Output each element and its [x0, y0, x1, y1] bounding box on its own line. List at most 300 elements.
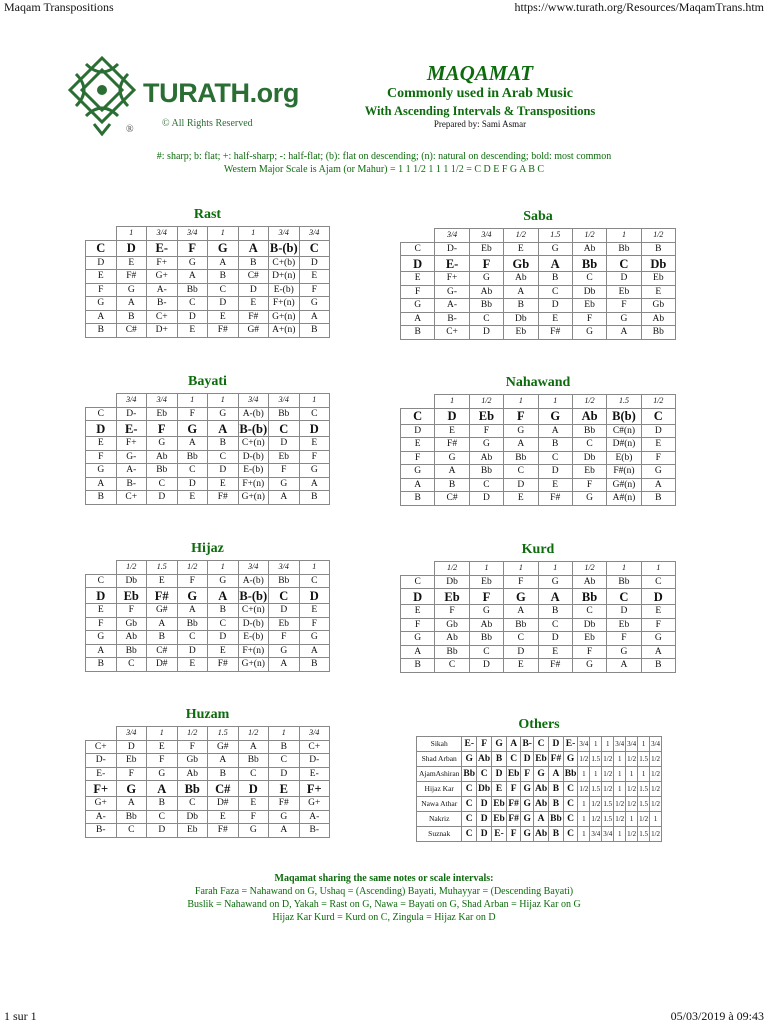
interval-cell: 1: [469, 562, 503, 576]
note-cell: G: [86, 297, 117, 311]
note-cell: F: [177, 740, 208, 754]
note-cell: E: [177, 658, 208, 672]
note-cell: A: [177, 270, 208, 284]
note-cell: D+: [147, 324, 178, 338]
others-interval: 1: [578, 812, 590, 827]
interval-spacer: [86, 394, 117, 408]
note-cell: C: [116, 824, 147, 838]
note-cell: Ab: [469, 451, 503, 465]
transposition-row: [401, 575, 676, 589]
others-note: D: [477, 797, 492, 812]
note-cell: A: [504, 285, 538, 299]
others-note: C: [462, 797, 477, 812]
others-note: C: [533, 737, 548, 752]
others-maqam-name: AjamAshiran: [417, 767, 462, 782]
interval-spacer: [86, 561, 117, 575]
others-note: C: [563, 827, 578, 842]
others-interval: 3/4: [578, 737, 590, 752]
note-cell: C: [177, 464, 208, 478]
note-cell: C: [607, 589, 641, 605]
interval-cell: 1/2: [572, 229, 606, 243]
note-cell: F+(n): [269, 297, 300, 311]
note-cell: A#(n): [607, 492, 641, 506]
transposition-row: [86, 644, 330, 658]
transposition-row: [401, 645, 676, 659]
note-cell: C: [208, 450, 239, 464]
note-cell: G+(n): [238, 491, 269, 505]
interval-cell: 1/2: [641, 395, 675, 409]
note-cell: C: [469, 645, 503, 659]
note-cell: C+(b): [269, 256, 300, 270]
note-cell: E-: [435, 256, 469, 272]
note-cell: G: [641, 632, 675, 646]
note-cell: Bb: [469, 632, 503, 646]
interval-cell: 1: [504, 395, 538, 409]
note-cell: A: [538, 589, 572, 605]
maqam-title: Huzam: [185, 707, 230, 722]
note-cell: B: [147, 797, 178, 811]
registered-mark: ®: [126, 124, 134, 135]
transposition-row: [86, 283, 330, 297]
note-cell: F#: [538, 659, 572, 673]
others-maqam-name: Sikah: [417, 737, 462, 752]
note-cell: F: [177, 240, 208, 256]
interval-row: [86, 561, 330, 575]
note-cell: F#(n): [607, 465, 641, 479]
others-note: E-: [492, 827, 507, 842]
note-cell: C: [208, 617, 239, 631]
note-cell: G: [401, 632, 435, 646]
others-interval: 1/2: [614, 812, 626, 827]
transposition-row: [86, 740, 330, 754]
note-cell: D-: [116, 407, 147, 421]
others-note: D: [549, 737, 564, 752]
note-cell: B-(b): [239, 588, 268, 603]
interval-cell: 3/4: [269, 227, 300, 241]
others-interval: 1/2: [650, 827, 662, 842]
note-cell: G: [435, 451, 469, 465]
note-cell: A-: [299, 810, 330, 824]
note-cell: E: [435, 424, 469, 438]
note-cell: Eb: [469, 408, 503, 424]
note-cell: C: [269, 754, 300, 768]
note-cell: G: [572, 492, 606, 506]
others-note: B: [549, 797, 564, 812]
note-cell: A: [401, 312, 435, 326]
sharing-line: Farah Faza = Nahawand on G, Ushaq = (Ascending) Bayati, Muhayyar = (Descending Bayati): [194, 886, 574, 897]
note-cell: A: [86, 477, 117, 491]
note-cell: F#: [208, 658, 239, 672]
interval-cell: 3/4: [299, 227, 330, 241]
note-cell: G#: [208, 740, 239, 754]
note-cell: A: [504, 438, 538, 452]
note-cell: G: [504, 424, 538, 438]
note-cell: B: [504, 299, 538, 313]
transposition-row: [86, 617, 330, 631]
note-cell: Eb: [607, 618, 641, 632]
transposition-row: [86, 450, 330, 464]
others-note: E: [492, 782, 507, 797]
note-cell: Bb: [116, 810, 147, 824]
note-cell: E: [147, 574, 178, 588]
note-cell: C: [299, 574, 330, 588]
interval-cell: 1: [208, 227, 239, 241]
note-cell: F+(n): [238, 477, 269, 491]
note-cell: C: [572, 605, 606, 619]
interval-cell: 3/4: [238, 561, 269, 575]
interval-cell: 1/2: [572, 562, 606, 576]
note-cell: G: [607, 312, 641, 326]
note-cell: F: [469, 424, 503, 438]
note-cell: B-: [435, 312, 469, 326]
transposition-row: [86, 588, 330, 604]
note-cell: Bb: [607, 575, 641, 589]
note-cell: B: [641, 659, 675, 673]
others-note: Eb: [492, 797, 507, 812]
note-cell: A: [208, 421, 239, 437]
note-cell: G: [641, 465, 675, 479]
note-cell: A-: [116, 464, 147, 478]
note-cell: B-: [116, 477, 147, 491]
note-cell: E: [208, 644, 239, 658]
others-note: Eb: [533, 752, 548, 767]
transposition-row: [401, 632, 676, 646]
note-cell: C: [572, 272, 606, 286]
others-note: F: [506, 782, 521, 797]
note-cell: G: [86, 631, 117, 645]
note-cell: A: [538, 424, 572, 438]
interval-cell: 1/2: [572, 395, 606, 409]
note-cell: E: [401, 438, 435, 452]
note-cell: E: [401, 272, 435, 286]
note-cell: E: [269, 781, 300, 797]
note-cell: B: [401, 326, 435, 340]
note-cell: Bb: [572, 424, 606, 438]
note-cell: Gb: [504, 256, 538, 272]
note-cell: A-: [86, 810, 117, 824]
note-cell: G: [177, 256, 208, 270]
others-interval: 3/4: [626, 737, 638, 752]
note-cell: F: [641, 618, 675, 632]
note-cell: C#: [208, 781, 239, 797]
transposition-row: [401, 438, 676, 452]
transposition-row: [86, 256, 330, 270]
note-cell: Db: [504, 312, 538, 326]
note-cell: C: [177, 797, 208, 811]
note-cell: B: [269, 740, 300, 754]
note-cell: E(b): [607, 451, 641, 465]
note-cell: A-: [435, 299, 469, 313]
others-interval: 1/2: [626, 752, 638, 767]
note-cell: D: [116, 740, 147, 754]
note-cell: F: [177, 407, 208, 421]
note-cell: E: [504, 242, 538, 256]
interval-cell: 1.5: [208, 727, 239, 741]
others-interval: 1/2: [650, 767, 662, 782]
note-cell: G: [538, 242, 572, 256]
note-cell: C#: [116, 324, 147, 338]
note-cell: C+: [435, 326, 469, 340]
others-interval: 1/2: [638, 812, 650, 827]
others-maqam-name: Shad Arban: [417, 752, 462, 767]
note-cell: B: [641, 492, 675, 506]
note-cell: G: [177, 588, 208, 604]
note-cell: D: [86, 588, 117, 604]
note-cell: Eb: [607, 285, 641, 299]
interval-cell: 1: [607, 562, 641, 576]
note-cell: D-: [299, 754, 330, 768]
note-cell: G: [504, 589, 538, 605]
others-interval: 1/2: [602, 767, 614, 782]
note-cell: D-(b): [238, 450, 269, 464]
note-cell: Ab: [504, 272, 538, 286]
note-cell: C: [469, 478, 503, 492]
note-cell: C: [641, 408, 675, 424]
note-cell: D: [299, 421, 330, 437]
note-cell: E-: [86, 767, 117, 781]
others-note: B: [549, 782, 564, 797]
maqam-hijaz: [85, 540, 330, 672]
others-maqam-name: Nakriz: [417, 812, 462, 827]
transposition-row: [86, 491, 330, 505]
note-cell: F: [504, 408, 538, 424]
interval-cell: 1: [269, 727, 300, 741]
note-cell: Eb: [504, 326, 538, 340]
note-cell: F#: [435, 438, 469, 452]
others-row: [417, 752, 662, 767]
transposition-row: [86, 240, 330, 256]
note-cell: C: [504, 632, 538, 646]
note-cell: F: [269, 464, 300, 478]
note-cell: C: [86, 574, 117, 588]
interval-cell: 1.5: [538, 229, 572, 243]
note-cell: E: [238, 297, 269, 311]
note-cell: D: [641, 424, 675, 438]
note-cell: Gb: [435, 618, 469, 632]
note-cell: A: [641, 478, 675, 492]
note-cell: E: [504, 492, 538, 506]
transposition-table: [85, 393, 330, 505]
note-cell: F+(n): [238, 644, 269, 658]
note-cell: E: [208, 810, 239, 824]
main-title: MAQAMAT: [426, 61, 534, 85]
note-cell: D: [86, 421, 117, 437]
note-cell: Ab: [435, 632, 469, 646]
subtitle-intervals: With Ascending Intervals & Transpositions: [364, 104, 596, 118]
note-cell: G: [572, 326, 606, 340]
note-cell: G: [469, 272, 503, 286]
others-note: D: [521, 752, 534, 767]
note-cell: G: [469, 605, 503, 619]
note-cell: F: [86, 450, 117, 464]
note-cell: B: [208, 437, 239, 451]
note-cell: E-: [116, 421, 147, 437]
transposition-row: [86, 477, 330, 491]
others-note: Eb: [492, 812, 507, 827]
note-cell: D: [401, 256, 435, 272]
transposition-row: [401, 659, 676, 673]
note-cell: F: [469, 589, 503, 605]
transposition-row: [86, 437, 330, 451]
note-cell: G#(n): [607, 478, 641, 492]
note-cell: D: [86, 256, 117, 270]
transposition-row: [86, 297, 330, 311]
note-cell: C: [469, 312, 503, 326]
others-interval: 1.5: [602, 797, 614, 812]
note-cell: B: [116, 310, 147, 324]
interval-cell: 1: [208, 561, 239, 575]
note-cell: D: [469, 659, 503, 673]
transposition-row: [401, 424, 676, 438]
note-cell: E: [538, 645, 572, 659]
page-url[interactable]: https://www.turath.org/Resources/MaqamTrans.htm: [514, 0, 764, 14]
note-cell: Bb: [177, 283, 208, 297]
note-cell: A: [299, 310, 330, 324]
others-maqam-name: Nawa Athar: [417, 797, 462, 812]
others-interval: 1: [650, 812, 662, 827]
note-cell: Eb: [572, 632, 606, 646]
others-interval: 1: [578, 797, 590, 812]
note-cell: E: [177, 491, 208, 505]
note-cell: A: [641, 645, 675, 659]
note-cell: A: [435, 465, 469, 479]
note-cell: Bb: [435, 645, 469, 659]
note-cell: G: [177, 421, 208, 437]
others-interval: 1: [602, 737, 614, 752]
note-cell: F: [147, 754, 178, 768]
note-cell: G: [147, 767, 178, 781]
note-cell: F#: [147, 588, 178, 604]
note-cell: Bb: [269, 574, 300, 588]
note-cell: G: [86, 464, 117, 478]
note-cell: C+: [299, 740, 330, 754]
note-cell: C: [86, 407, 117, 421]
transposition-row: [86, 310, 330, 324]
note-cell: G-: [116, 450, 147, 464]
interval-row: [86, 727, 330, 741]
note-cell: B: [299, 324, 330, 338]
others-note: C: [563, 782, 578, 797]
others-note: F#: [506, 797, 521, 812]
others-row: [417, 782, 662, 797]
note-cell: E: [86, 604, 117, 618]
note-cell: F: [401, 618, 435, 632]
note-cell: A: [504, 605, 538, 619]
others-section: [416, 716, 662, 842]
note-cell: F+: [299, 781, 330, 797]
note-cell: B: [538, 605, 572, 619]
others-note: Ab: [533, 782, 548, 797]
note-cell: C: [177, 297, 208, 311]
others-title: Others: [518, 717, 560, 732]
others-note: Eb: [506, 767, 521, 782]
note-cell: D: [177, 644, 208, 658]
others-note: Bb: [563, 767, 578, 782]
others-table: [416, 736, 662, 842]
others-row: [417, 797, 662, 812]
others-note: C: [563, 797, 578, 812]
note-cell: F: [177, 574, 208, 588]
interval-spacer: [401, 562, 435, 576]
note-cell: F: [238, 810, 269, 824]
note-cell: F: [86, 617, 117, 631]
maqam-title: Kurd: [521, 542, 555, 557]
transposition-row: [401, 465, 676, 479]
note-cell: A: [86, 310, 117, 324]
note-cell: F#: [208, 324, 239, 338]
interval-row: [86, 227, 330, 241]
note-cell: B: [401, 492, 435, 506]
others-interval: 1: [626, 767, 638, 782]
others-note: A: [533, 812, 548, 827]
note-cell: A: [269, 491, 300, 505]
note-cell: D: [269, 437, 300, 451]
others-interval: 1/2: [578, 782, 590, 797]
note-cell: B: [299, 658, 330, 672]
others-note: D: [477, 812, 492, 827]
note-cell: E: [116, 256, 147, 270]
transposition-row: [86, 407, 330, 421]
note-cell: D: [269, 604, 300, 618]
note-cell: B: [238, 256, 269, 270]
note-cell: F: [504, 575, 538, 589]
note-cell: Bb: [147, 464, 178, 478]
subtitle: Commonly used in Arab Music: [387, 86, 573, 101]
note-cell: Eb: [435, 589, 469, 605]
transposition-row: [86, 781, 330, 797]
others-interval: 1.5: [638, 827, 650, 842]
transposition-row: [86, 604, 330, 618]
print-datetime: 05/03/2019 à 09:43: [670, 1009, 764, 1023]
author: Prepared by: Sami Asmar: [433, 119, 527, 129]
others-interval: 1: [614, 767, 626, 782]
others-note: Ab: [477, 752, 492, 767]
interval-cell: 3/4: [147, 394, 178, 408]
interval-cell: 3/4: [147, 227, 178, 241]
note-cell: C: [538, 285, 572, 299]
note-cell: D: [538, 632, 572, 646]
others-interval: 1.5: [638, 782, 650, 797]
note-cell: D: [469, 326, 503, 340]
others-interval: 1/2: [602, 752, 614, 767]
note-cell: A: [238, 240, 269, 256]
note-cell: D: [538, 465, 572, 479]
transposition-row: [401, 299, 676, 313]
note-cell: F: [572, 312, 606, 326]
others-interval: 3/4: [614, 737, 626, 752]
note-cell: C+(n): [238, 604, 269, 618]
interval-cell: 1/2: [116, 561, 147, 575]
note-cell: E: [401, 605, 435, 619]
note-cell: D: [401, 589, 435, 605]
note-cell: Eb: [572, 465, 606, 479]
note-cell: Ab: [177, 767, 208, 781]
interval-cell: 1: [538, 395, 572, 409]
note-cell: C+(n): [238, 437, 269, 451]
major-scale-note: Western Major Scale is Ajam (or Mahur) = 1 1 1/2 1 1 1 1/2 = C D E F G A B C: [223, 164, 545, 175]
others-note: Ab: [533, 797, 548, 812]
note-cell: Bb: [177, 450, 208, 464]
note-cell: D#: [147, 658, 178, 672]
others-note: G: [521, 782, 534, 797]
others-note: F: [506, 827, 521, 842]
note-cell: A: [208, 588, 239, 604]
interval-cell: 1.5: [607, 395, 641, 409]
note-cell: F+: [147, 256, 178, 270]
interval-cell: 3/4: [299, 727, 330, 741]
others-interval: 1/2: [590, 797, 602, 812]
others-note: G: [521, 812, 534, 827]
